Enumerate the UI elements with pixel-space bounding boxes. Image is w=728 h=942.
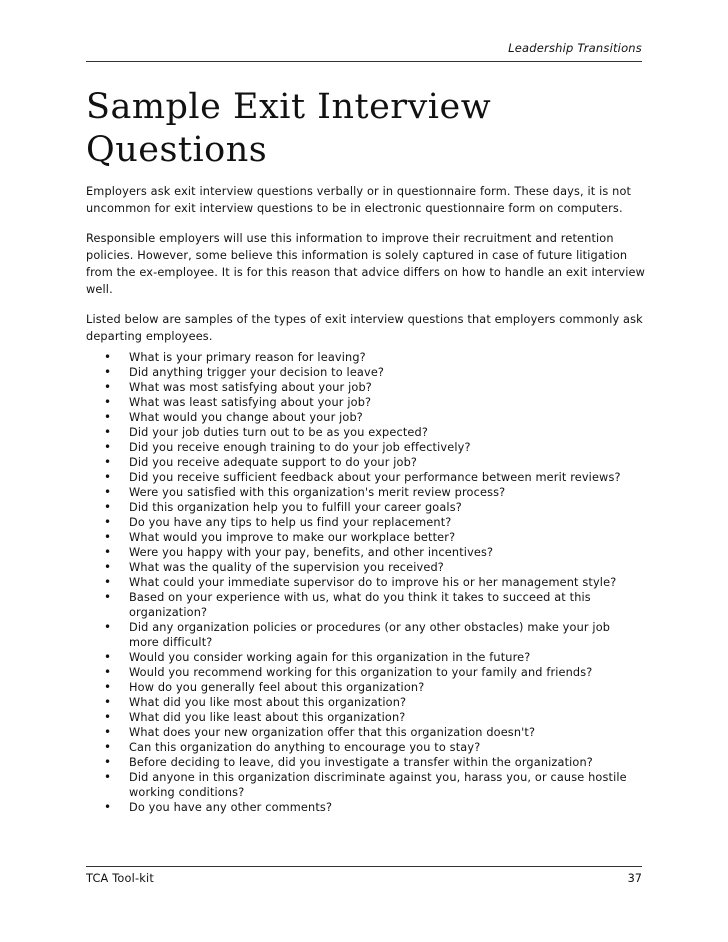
question-text: Can this organization do anything to encourage you to stay? bbox=[129, 741, 481, 754]
list-item bbox=[86, 545, 642, 560]
question-text: Did you receive sufficient feedback about your performance between merit reviews? bbox=[129, 471, 621, 484]
page-title-line-1: Sample Exit Interview bbox=[86, 87, 492, 127]
list-item bbox=[86, 470, 642, 485]
list-item bbox=[86, 710, 642, 725]
list-item bbox=[86, 740, 642, 755]
list-item bbox=[86, 695, 642, 710]
question-text: Do you have any other comments? bbox=[129, 801, 333, 814]
question-text: Would you consider working again for this organization in the future? bbox=[129, 651, 531, 664]
question-text: Did you receive enough training to do your job effectively? bbox=[129, 441, 471, 454]
bullet-icon: • bbox=[104, 350, 112, 364]
list-item bbox=[86, 530, 642, 545]
paragraph: Listed below are samples of the types of exit interview questions that employers commonly ask departing employees. bbox=[86, 313, 643, 343]
list-item bbox=[86, 500, 642, 515]
bullet-icon: • bbox=[104, 425, 112, 439]
bullet-icon: • bbox=[104, 560, 112, 574]
bullet-icon: • bbox=[104, 725, 112, 739]
bullet-icon: • bbox=[104, 575, 112, 589]
bullet-icon: • bbox=[104, 710, 112, 724]
bullet-icon: • bbox=[104, 590, 112, 604]
list-item bbox=[86, 620, 642, 650]
question-text: Before deciding to leave, did you investigate a transfer within the organization? bbox=[129, 756, 593, 769]
list-item bbox=[86, 515, 642, 530]
list-item bbox=[86, 575, 642, 590]
bullet-icon: • bbox=[104, 620, 112, 634]
question-text: What would you change about your job? bbox=[129, 411, 363, 424]
running-header: Leadership Transitions bbox=[508, 41, 642, 55]
list-item bbox=[86, 350, 642, 365]
question-text: Were you satisfied with this organization's merit review process? bbox=[129, 486, 506, 499]
question-text: What did you like least about this organization? bbox=[129, 711, 406, 724]
question-text: What does your new organization offer that this organization doesn't? bbox=[129, 726, 536, 739]
question-text: What was the quality of the supervision you received? bbox=[129, 561, 444, 574]
page-title bbox=[86, 86, 646, 172]
question-text: What is your primary reason for leaving? bbox=[129, 351, 366, 364]
list-item bbox=[86, 410, 642, 425]
list-item bbox=[86, 725, 642, 740]
question-text: Did anyone in this organization discriminate against you, harass you, or cause hostile working conditions? bbox=[129, 771, 627, 799]
page-title-line-2: Questions bbox=[86, 130, 268, 170]
question-text: Did this organization help you to fulfill your career goals? bbox=[129, 501, 462, 514]
list-item bbox=[86, 485, 642, 500]
bullet-icon: • bbox=[104, 545, 112, 559]
footer-divider bbox=[86, 866, 642, 867]
question-text: What could your immediate supervisor do to improve his or her management style? bbox=[129, 576, 617, 589]
list-item bbox=[86, 440, 642, 455]
question-text: What did you like most about this organization? bbox=[129, 696, 407, 709]
list-item bbox=[86, 365, 642, 380]
list-item bbox=[86, 755, 642, 770]
question-text: What would you improve to make our workplace better? bbox=[129, 531, 456, 544]
question-text: Did any organization policies or procedures (or any other obstacles) make your job more difficult? bbox=[129, 621, 611, 649]
list-item bbox=[86, 425, 642, 440]
paragraph: Employers ask exit interview questions verbally or in questionnaire form. These days, it is not uncommon for exit interview questions to be in electronic questionnaire form on computers. bbox=[86, 185, 632, 215]
bullet-icon: • bbox=[104, 665, 112, 679]
list-item bbox=[86, 800, 642, 815]
bullet-icon: • bbox=[104, 770, 112, 784]
bullet-icon: • bbox=[104, 755, 112, 769]
list-item bbox=[86, 650, 642, 665]
bullet-icon: • bbox=[104, 410, 112, 424]
list-item bbox=[86, 395, 642, 410]
list-item bbox=[86, 665, 642, 680]
question-text: Do you have any tips to help us find your replacement? bbox=[129, 516, 452, 529]
question-text: Did anything trigger your decision to leave? bbox=[129, 366, 385, 379]
footer-title: TCA Tool-kit bbox=[86, 872, 154, 885]
bullet-icon: • bbox=[104, 800, 112, 814]
question-text: What was least satisfying about your job? bbox=[129, 396, 372, 409]
page-number: 37 bbox=[627, 872, 642, 885]
list-item bbox=[86, 770, 642, 800]
bullet-icon: • bbox=[104, 380, 112, 394]
list-item bbox=[86, 680, 642, 695]
bullet-icon: • bbox=[104, 500, 112, 514]
header-divider bbox=[86, 61, 642, 62]
question-text: How do you generally feel about this organization? bbox=[129, 681, 425, 694]
list-item bbox=[86, 455, 642, 470]
question-text: Would you recommend working for this organization to your family and friends? bbox=[129, 666, 593, 679]
bullet-icon: • bbox=[104, 680, 112, 694]
bullet-icon: • bbox=[104, 650, 112, 664]
intro-text bbox=[86, 183, 646, 358]
list-item bbox=[86, 560, 642, 575]
bullet-icon: • bbox=[104, 470, 112, 484]
question-list bbox=[86, 350, 642, 815]
bullet-icon: • bbox=[104, 530, 112, 544]
bullet-icon: • bbox=[104, 455, 112, 469]
question-text: What was most satisfying about your job? bbox=[129, 381, 372, 394]
bullet-icon: • bbox=[104, 365, 112, 379]
bullet-icon: • bbox=[104, 515, 112, 529]
bullet-icon: • bbox=[104, 395, 112, 409]
bullet-icon: • bbox=[104, 485, 112, 499]
list-item bbox=[86, 380, 642, 395]
bullet-icon: • bbox=[104, 695, 112, 709]
bullet-icon: • bbox=[104, 740, 112, 754]
question-text: Did your job duties turn out to be as you expected? bbox=[129, 426, 428, 439]
question-text: Based on your experience with us, what do you think it takes to succeed at this organization? bbox=[129, 591, 591, 619]
bullet-icon: • bbox=[104, 440, 112, 454]
list-item bbox=[86, 590, 642, 620]
question-text: Did you receive adequate support to do your job? bbox=[129, 456, 418, 469]
paragraph: Responsible employers will use this information to improve their recruitment and retention policies. However, some believe this information is solely captured in case of future litigation from the ex-employee. It is for this reason that advice differs on how to handle an exit interview well. bbox=[86, 232, 646, 296]
question-text: Were you happy with your pay, benefits, and other incentives? bbox=[129, 546, 494, 559]
